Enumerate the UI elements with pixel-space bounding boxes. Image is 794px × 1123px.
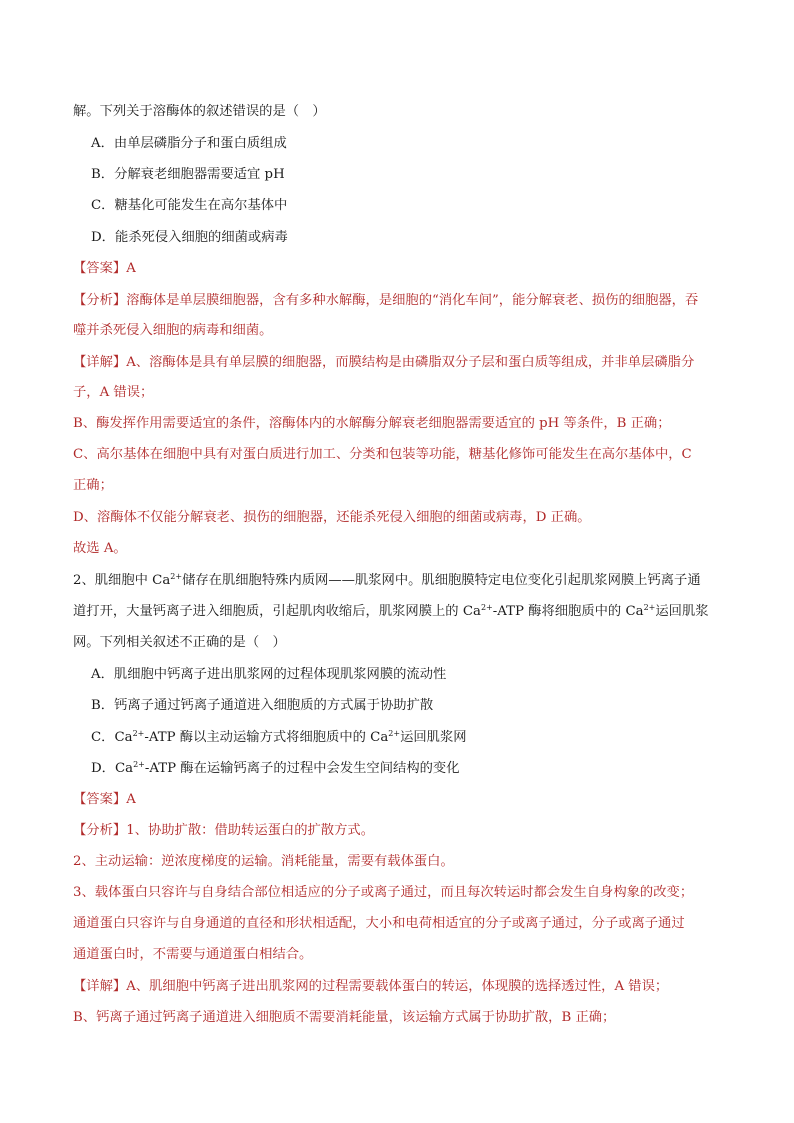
q1-answer xyxy=(73,259,725,279)
stem-text: 2、肌细胞中 Ca xyxy=(73,573,171,588)
detail-label: 【详解】 xyxy=(73,355,127,370)
superscript: 2+ xyxy=(133,760,145,769)
q1-detail-line xyxy=(73,353,725,373)
answer-value: A xyxy=(126,261,136,276)
answer-label: 【答案】 xyxy=(73,792,127,807)
q2-stem-line xyxy=(73,602,725,622)
q2-answer xyxy=(73,790,725,810)
stem-text: 运回肌浆 xyxy=(655,604,709,619)
stem-text: -ATP 酶将细胞质中的 Ca xyxy=(492,604,644,619)
q1-analysis-line xyxy=(73,291,725,311)
superscript: 2+ xyxy=(388,729,401,738)
q1-conclusion: 故选 A。 xyxy=(73,541,127,556)
answer-label: 【答案】 xyxy=(73,261,127,276)
q1-detail-line: B、酶发挥作用需要适宜的条件，溶酶体内的水解酶分解衰老细胞器需要适宜的 pH 等条件，B 正确； xyxy=(73,416,671,431)
stem-text: 道打开，大量钙离子进入细胞质，引起肌肉收缩后，肌浆网膜上的 Ca xyxy=(73,604,481,619)
stem-text: 储存在肌细胞特殊内质网——肌浆网中。肌细胞膜特定电位变化引起肌浆网膜上钙离子通 xyxy=(182,573,701,588)
q1-option-c: C．糖基化可能发生在高尔基体中 xyxy=(91,198,288,213)
superscript: 2+ xyxy=(170,572,183,581)
analysis-label: 【分析】 xyxy=(73,823,127,838)
option-text: -ATP 酶以主动运输方式将细胞质中的 Ca xyxy=(144,730,389,745)
q1-option-a: A．由单层磷脂分子和蛋白质组成 xyxy=(91,136,287,151)
option-text: -ATP 酶在运输钙离子的过程中会发生空间结构的变化 xyxy=(144,761,460,776)
option-text: D．Ca xyxy=(91,761,134,776)
q1-option-b: B．分解衰老细胞器需要适宜 pH xyxy=(91,167,285,182)
analysis-text: 1、协助扩散：借助转运蛋白的扩散方式。 xyxy=(126,823,374,838)
detail-text: A、肌细胞中钙离子进出肌浆网的过程需要载体蛋白的转运，体现膜的选择透过性，A 错误； xyxy=(126,979,669,994)
q2-detail-line xyxy=(73,977,725,997)
analysis-label: 【分析】 xyxy=(73,293,127,308)
q1-detail-line: 子，A 错误； xyxy=(73,385,154,400)
detail-label: 【详解】 xyxy=(73,979,127,994)
q1-detail-line: D、溶酶体不仅能分解衰老、损伤的细胞器，还能杀死侵入细胞的细菌或病毒，D 正确。 xyxy=(73,510,591,525)
q1-option-d: D．能杀死侵入细胞的细菌或病毒 xyxy=(91,230,288,245)
q1-analysis-line: 噬并杀死侵入细胞的病毒和细菌。 xyxy=(73,323,273,338)
option-text: 运回肌浆网 xyxy=(400,730,467,745)
analysis-text: 溶酶体是单层膜细胞器，含有多种水解酶，是细胞的“消化车间”，能分解衰老、损伤的细胞器，吞 xyxy=(126,293,699,308)
q2-stem-line: 网。下列相关叙述不正确的是（ ） xyxy=(73,635,286,650)
q2-analysis-line xyxy=(73,821,725,841)
q2-option-c xyxy=(91,728,743,748)
q2-analysis-line: 2、主动运输：逆浓度梯度的运输。消耗能量，需要有载体蛋白。 xyxy=(73,854,454,869)
q2-option-a: A．肌细胞中钙离子进出肌浆网的过程体现肌浆网膜的流动性 xyxy=(91,667,447,682)
q1-stem: 解。下列关于溶酶体的叙述错误的是（ ） xyxy=(73,104,326,119)
option-text: C．Ca xyxy=(91,730,133,745)
q1-detail-line: 正确； xyxy=(73,478,113,493)
answer-value: A xyxy=(126,792,136,807)
detail-text: A、溶酶体是具有单层膜的细胞器，而膜结构是由磷脂双分子层和蛋白质等组成，并非单层磷脂分 xyxy=(126,355,695,370)
superscript: 2+ xyxy=(643,603,656,612)
q2-analysis-line: 通道蛋白只容许与自身通道的直径和形状相适配，大小和电荷相适宜的分子或离子通过，分子或离子通过 xyxy=(73,916,685,931)
q2-option-d xyxy=(91,759,743,779)
q2-option-b: B．钙离子通过钙离子通道进入细胞质的方式属于协助扩散 xyxy=(91,698,434,713)
q2-analysis-line: 通道蛋白时，不需要与通道蛋白相结合。 xyxy=(73,947,313,962)
q2-analysis-line: 3、载体蛋白只容许与自身结合部位相适应的分子或离子通过，而且每次转运时都会发生自身构象的改变； xyxy=(73,885,694,900)
q2-stem-line xyxy=(73,571,725,591)
q2-detail-line: B、钙离子通过钙离子通道进入细胞质不需要消耗能量，该运输方式属于协助扩散，B 正确； xyxy=(73,1010,616,1025)
q1-detail-line: C、高尔基体在细胞中具有对蛋白质进行加工、分类和包装等功能，糖基化修饰可能发生在高尔基体中，C xyxy=(73,447,692,462)
superscript: 2+ xyxy=(480,603,493,612)
superscript: 2+ xyxy=(132,729,145,738)
